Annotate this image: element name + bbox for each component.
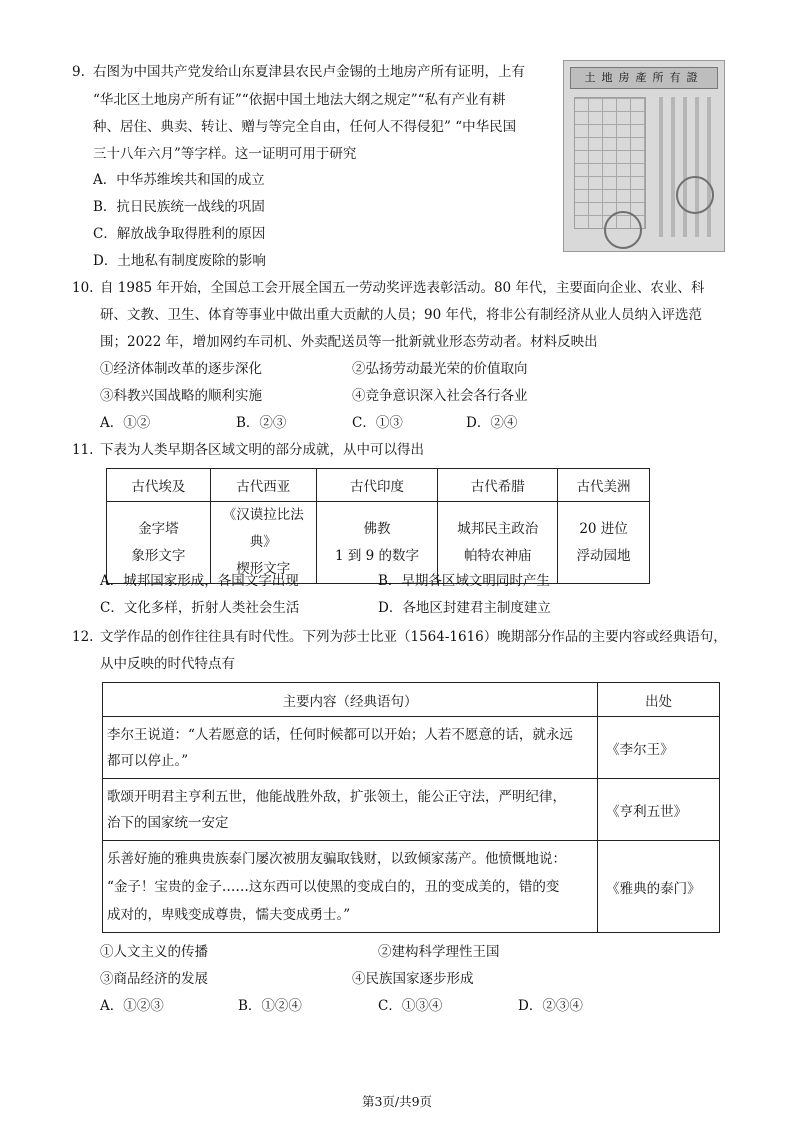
cell-line: 《汉谟拉比法典》: [222, 507, 304, 550]
land-certificate-photo: [563, 60, 725, 252]
table-header-cell: 古代印度: [316, 469, 438, 502]
page-footer: 第3页/共9页: [361, 1094, 433, 1109]
option-a[interactable]: A．城邦国家形成，各国文字出现: [100, 573, 299, 589]
statement-1: ①经济体制改革的逐步深化: [100, 361, 262, 377]
statement-4: ④竞争意识深入社会各行各业: [352, 388, 528, 404]
option-b[interactable]: B．抗日民族统一战线的巩固: [93, 199, 265, 215]
question-stem-line: 三十八年六月”等字样。这一证明可用于研究: [93, 146, 357, 162]
option-a[interactable]: A．中华苏维埃共和国的成立: [93, 172, 265, 188]
option-d[interactable]: D．土地私有制度废除的影响: [93, 253, 266, 269]
statement-1: ①人文主义的传播: [100, 944, 208, 960]
statement-2: ②弘扬劳动最光荣的价值取向: [352, 361, 528, 377]
cell-line: 浮动园地: [576, 547, 631, 564]
table-header-cell: 主要内容（经典语句）: [103, 683, 598, 717]
cell-line: 都可以停止。”: [107, 752, 189, 769]
question-stem-line: “华北区土地房产所有证”“依据中国土地法大纲之规定”“私有产业有耕: [93, 92, 506, 108]
option-d[interactable]: D．②④: [466, 415, 518, 431]
question-stem-line: 下表为人类早期各区域文明的部分成就，从中可以得出: [100, 442, 424, 458]
table-header-cell: 古代美洲: [558, 469, 650, 502]
table-cell: [558, 502, 650, 584]
table-header-row: [103, 683, 720, 717]
question-stem-line: 围；2022 年，增加网约车司机、外卖配送员等一批新就业形态劳动者。材料反映出: [100, 334, 598, 350]
cell-line: 1 到 9 的数字: [334, 547, 420, 564]
table-row: [103, 717, 720, 779]
cell-line: 治下的国家统一安定: [107, 814, 229, 831]
option-b[interactable]: B．早期各区域文明同时产生: [378, 573, 550, 589]
table-row: [103, 841, 720, 933]
option-a[interactable]: A．①②③: [100, 998, 164, 1014]
option-b[interactable]: B．①②④: [238, 998, 302, 1014]
question-number: 9.: [72, 64, 85, 80]
option-d[interactable]: D．②③④: [518, 998, 583, 1014]
option-c[interactable]: C．解放战争取得胜利的原因: [93, 226, 266, 242]
cell-line: 成对的，卑贱变成尊贵，懦夫变成勇士。”: [107, 906, 351, 923]
certificate-header: 土地房產所有證: [570, 67, 718, 89]
option-b[interactable]: B．②③: [236, 415, 287, 431]
civilization-table: [106, 468, 650, 584]
option-c[interactable]: C．①③④: [378, 998, 443, 1014]
question-stem-line: 右图为中国共产党发给山东夏津县农民卢金锡的土地房产所有证明，上有: [93, 64, 525, 80]
table-cell-source: 《雅典的泰门》: [598, 841, 720, 933]
cell-line: 20 进位: [579, 520, 628, 537]
table-header-cell: 古代希腊: [438, 469, 558, 502]
question-number: 10.: [72, 280, 94, 296]
cell-line: “金子！宝贵的金子……这东西可以使黑的变成白的，丑的变成美的，错的变: [107, 878, 560, 895]
table-cell: [103, 717, 598, 779]
cell-line: 城邦民主政治: [457, 520, 539, 537]
seal-icon: [604, 211, 642, 249]
table-cell: [103, 841, 598, 933]
question-number: 12.: [72, 629, 94, 645]
question-stem-line: 种、居住、典卖、转让、赠与等完全自由，任何人不得侵犯” “中华民国: [93, 119, 517, 135]
statement-2: ②建构科学理性王国: [378, 944, 500, 960]
cell-line: 李尔王说道：“人若愿意的话，任何时候都可以开始；人若不愿意的话，就永远: [107, 726, 573, 743]
question-stem-line: 文学作品的创作往往具有时代性。下列为莎士比亚（1564-1616）晚期部分作品的主要内容或经典语句，: [100, 629, 727, 645]
certificate-grid: [574, 97, 646, 229]
statement-3: ③商品经济的发展: [100, 971, 208, 987]
option-c[interactable]: C．文化多样，折射人类社会生活: [100, 600, 300, 616]
table-row: [103, 779, 720, 841]
option-a[interactable]: A．①②: [100, 415, 151, 431]
table-header-row: [107, 469, 650, 502]
table-cell-source: 《李尔王》: [598, 717, 720, 779]
table-header-cell: 古代西亚: [210, 469, 316, 502]
statement-4: ④民族国家逐步形成: [352, 971, 474, 987]
shakespeare-table: [102, 682, 720, 933]
cell-line: 帕特农神庙: [464, 547, 532, 564]
cell-line: 佛教: [363, 520, 391, 537]
table-header-cell: 出处: [598, 683, 720, 717]
option-d[interactable]: D．各地区封建君主制度建立: [378, 600, 551, 616]
certificate-script: [659, 97, 714, 237]
question-stem-line: 自 1985 年开始，全国总工会开展全国五一劳动奖评选表彰活动。80 年代，主要面向企业、农业、科: [100, 280, 705, 296]
question-stem-line: 研、文教、卫生、体育等事业中做出重大贡献的人员；90 年代，将非公有制经济从业人员纳入评选范: [100, 307, 702, 323]
table-cell-source: 《亨利五世》: [598, 779, 720, 841]
cell-line: 金字塔: [138, 520, 179, 537]
cell-line: 歌颂开明君主亨利五世，他能战胜外敌，扩张领土，能公正守法，严明纪律，: [107, 788, 566, 805]
statement-3: ③科教兴国战略的顺利实施: [100, 388, 262, 404]
cell-line: 象形文字: [131, 547, 186, 564]
table-header-cell: 古代埃及: [107, 469, 211, 502]
question-number: 11.: [72, 442, 94, 458]
cell-line: 乐善好施的雅典贵族泰门屡次被朋友骗取钱财，以致倾家荡产。他愤慨地说：: [107, 850, 566, 867]
question-stem-line: 从中反映的时代特点有: [100, 656, 235, 672]
seal-icon: [676, 176, 714, 214]
table-cell: [103, 779, 598, 841]
option-c[interactable]: C．①③: [352, 415, 403, 431]
cell-line: 楔形文字: [236, 561, 291, 577]
